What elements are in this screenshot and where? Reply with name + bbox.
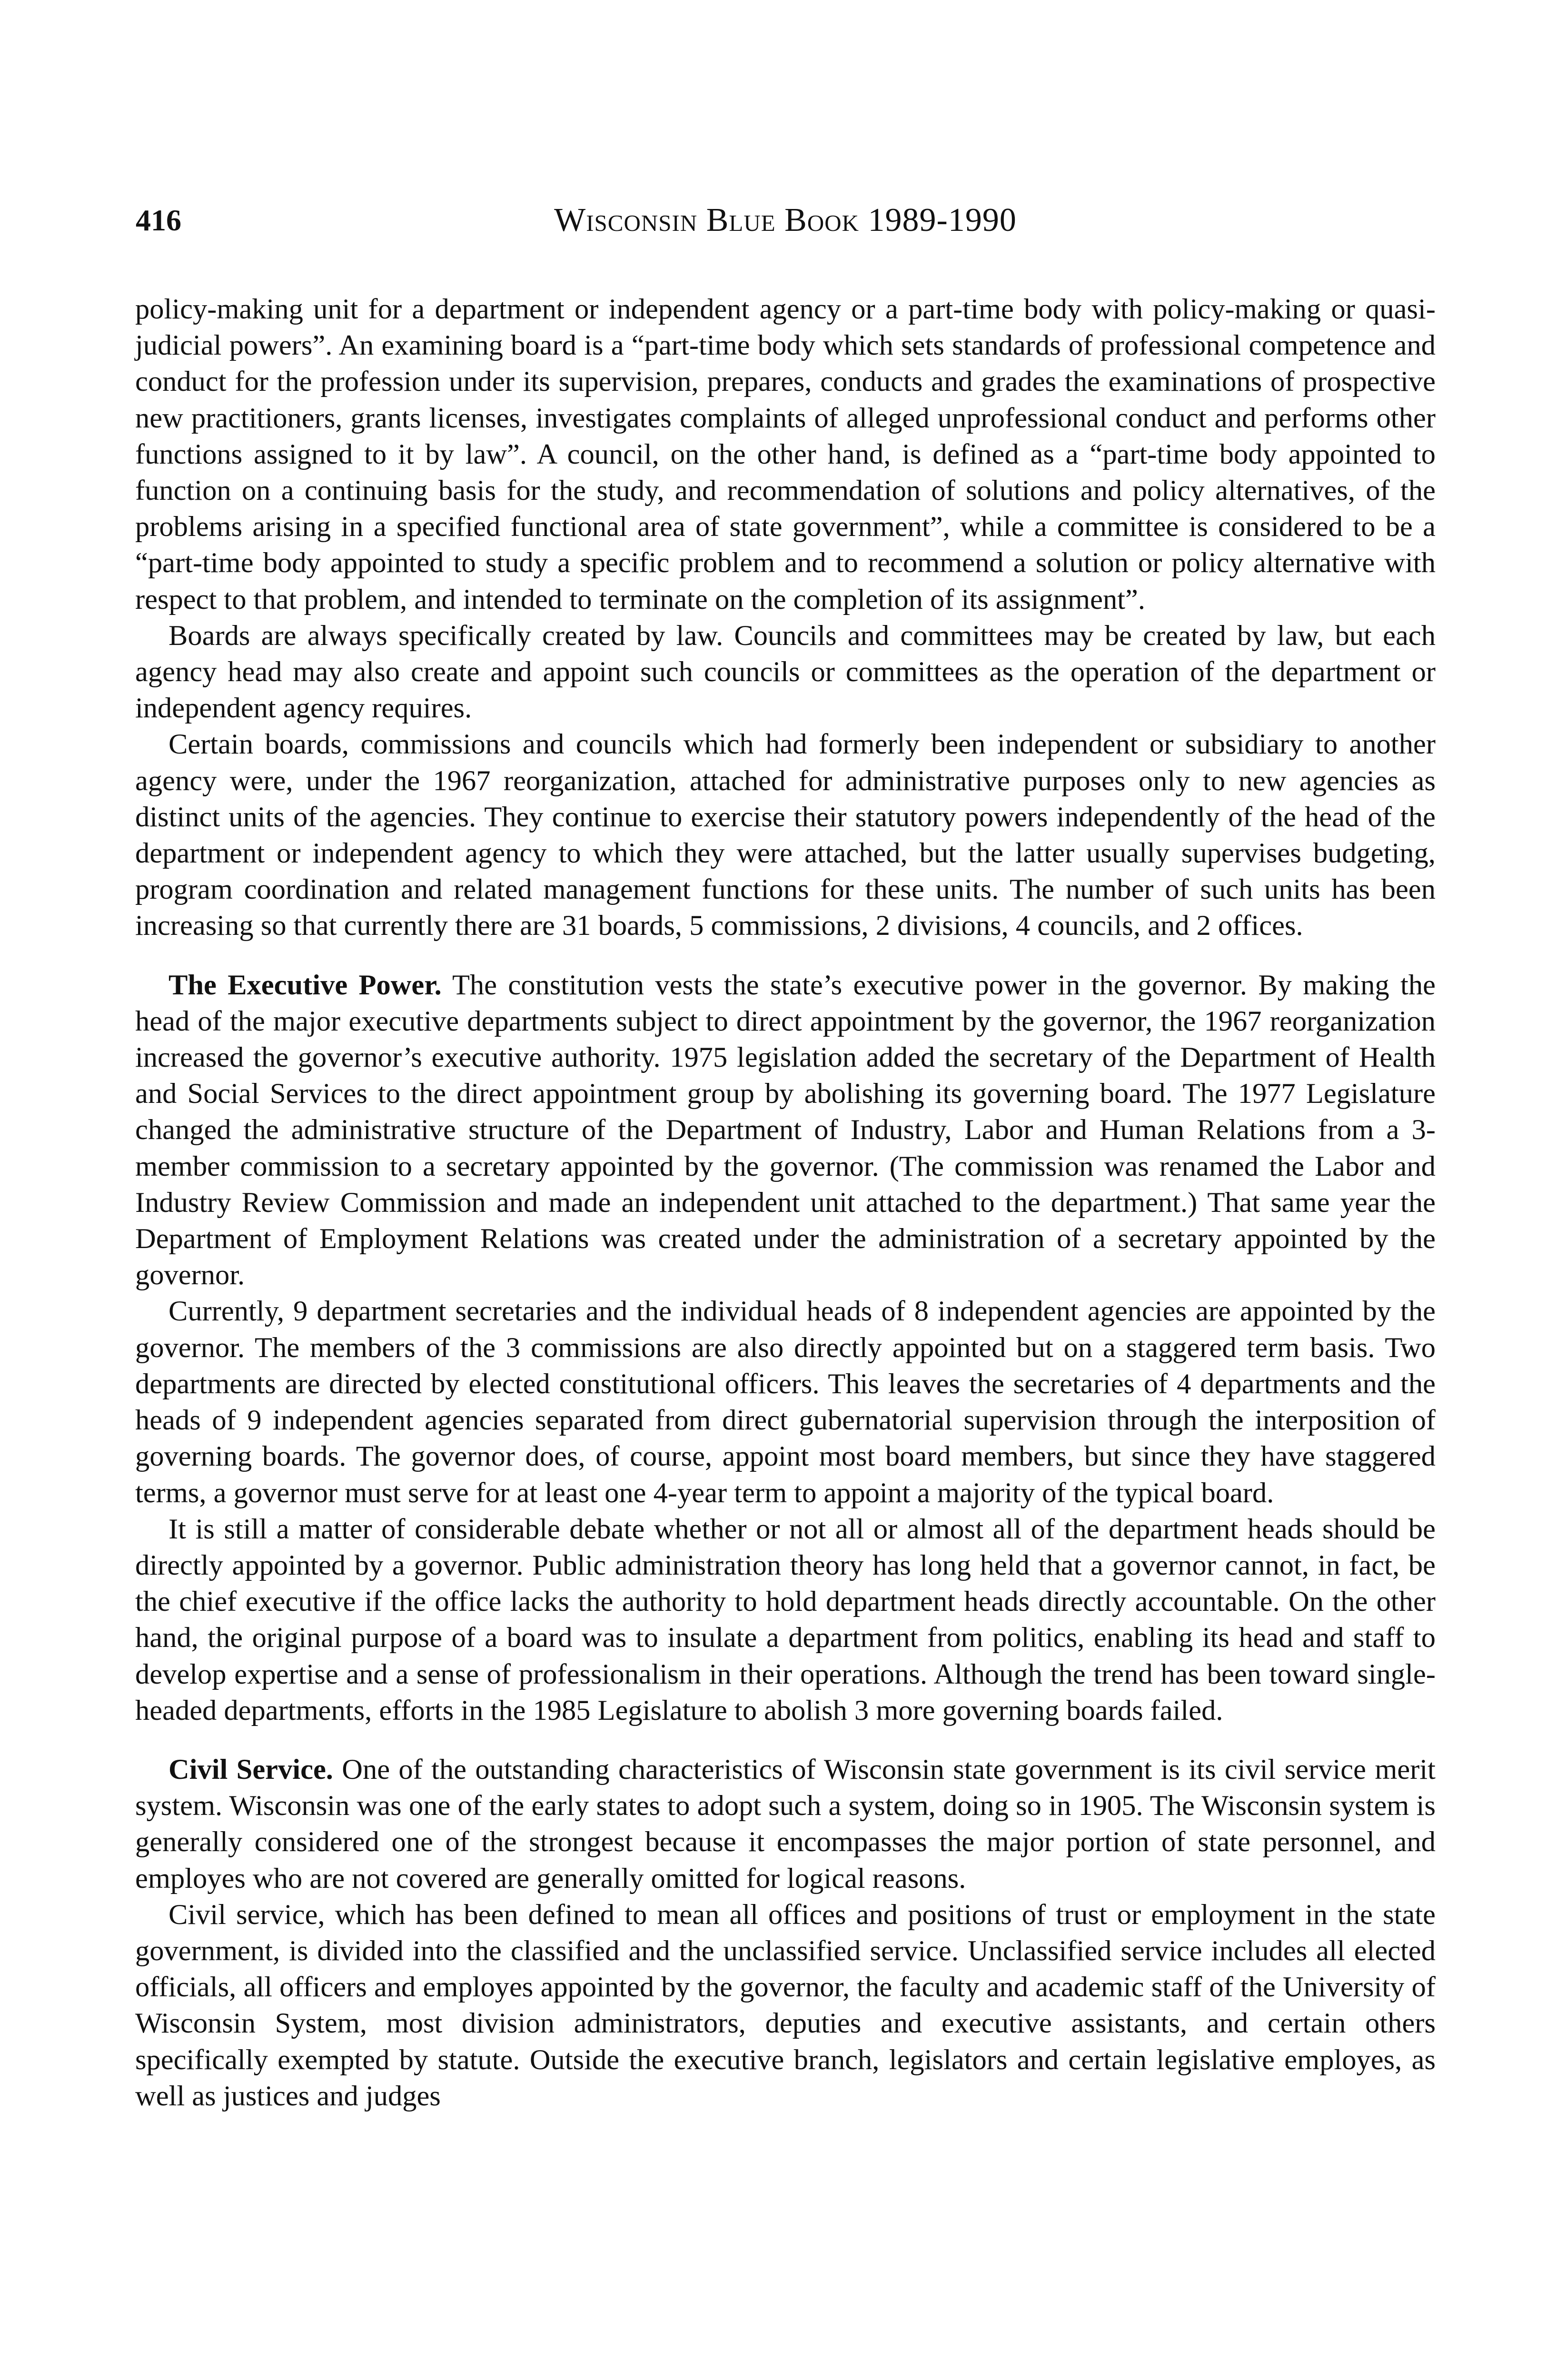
paragraph-text: The constitution vests the state’s executive power in the governor. By making the head of the major executive departments subject to direct appointment by the governor, the 1967 reorganization increased the governor’s executive authority. 1975 legislation added the secretary of the Department of Health and Social Services to the direct appointment group by abolishing its governing board. The 1977 Legislature changed the administrative structure of the Department of Industry, Labor and Human Relations from a 3-member commission to a secretary appointed by the governor. (The commission was renamed the Labor and Industry Review Commission and made an independent unit attached to the department.) That same year the Department of Employment Relations was created under the administration of a secretary appointed by the governor. [135,969,1436,1291]
paragraph-text: Currently, 9 department secretaries and the individual heads of 8 independent agencies are appointed by the governor. The members of the 3 commissions are also directly appointed but on a staggered term basis. Two departments are directed by elected constitutional officers. This leaves the secretaries of 4 departments and the heads of 9 independent agencies separated from direct gubernatorial supervision through the interposition of governing boards. The governor does, of course, appoint most board members, but since they have staggered terms, a governor must serve for at least one 4-year term to appoint a majority of the typical board. [135,1295,1436,1509]
paragraph-text: Boards are always specifically created by law. Councils and committees may be created by law, but each agency head may also create and appoint such councils or committees as the operation of the department or independent agency requires. [135,619,1436,724]
page-number: 416 [136,203,181,237]
paragraph-text: It is still a matter of considerable debate whether or not all or almost all of the department heads should be directly appointed by a governor. Public administration theory has long held that a governor cannot, in fact, be the chief executive if the office lacks the authority to hold department heads directly accountable. On the other hand, the original purpose of a board was to insulate a department from politics, enabling its head and staff to develop expertise and a sense of professionalism in their operations. Although the trend has been toward single-headed departments, efforts in the 1985 Legislature to abolish 3 more governing boards failed. [135,1513,1436,1726]
paragraph-text: Civil service, which has been defined to mean all offices and positions of trust or employment in the state government, is divided into the classified and the unclassified service. Unclassified service includes all elected officials, all officers and employes appointed by the governor, the faculty and academic staff of the University of Wisconsin System, most division administrators, deputies and executive assistants, and certain others specifically exempted by statute. Outside the executive branch, legislators and certain legislative employes, as well as justices and judges [135,1898,1436,2112]
page-header [136,199,1435,242]
paragraph-classified-unclassified [135,1897,1436,2114]
section-heading-executive-power: The Executive Power. [168,969,442,1001]
body-text [135,291,1436,2114]
running-title: Wisconsin Blue Book 1989-1990 [554,202,1017,238]
paragraph-civil-service [135,1752,1436,1897]
paragraph-board-definitions [135,291,1436,618]
paragraph-boards-created-by-law [135,618,1436,727]
paragraph-text: Certain boards, commissions and councils which had formerly been independent or subsidiary to another agency were, under the 1967 reorganization, attached for administrative purposes only to new agencies as distinct units of the agencies. They continue to exercise their statutory powers independently of the head of the department or independent agency to which they were attached, but the latter usually supervises budgeting, program coordination and related management functions for these units. The number of such units has been increasing so that currently there are 31 boards, 5 commissions, 2 divisions, 4 councils, and 2 offices. [135,728,1436,942]
paragraph-attached-units [135,726,1436,944]
section-heading-civil-service: Civil Service. [168,1753,333,1785]
paragraph-appointment-debate [135,1511,1436,1729]
paragraph-text: One of the outstanding characteristics of Wisconsin state government is its civil service merit system. Wisconsin was one of the early states to adopt such a system, doing so in 1905. The Wisconsin system is generally considered one of the strongest because it encompasses the major portion of state personnel, and employes who are not covered are generally omitted for logical reasons. [135,1753,1436,1894]
paragraph-department-secretaries [135,1293,1436,1511]
paragraph-executive-power [135,967,1436,1294]
paragraph-text: policy-making unit for a department or independent agency or a part-time body with policy-making or quasi-judicial powers”. An examining board is a “part-time body which sets standards of professional competence and conduct for the profession under its supervision, prepares, conducts and grades the examinations of prospective new practitioners, grants licenses, investigates complaints of alleged unprofessional conduct and performs other functions assigned to it by law”. A council, on the other hand, is defined as a “part-time body appointed to function on a continuing basis for the study, and recommendation of solutions and policy alternatives, of the problems arising in a specified functional area of state government”, while a committee is considered to be a “part-time body appointed to study a specific problem and to recommend a solution or policy alternative with respect to that problem, and intended to terminate on the completion of its assignment”. [135,293,1436,615]
